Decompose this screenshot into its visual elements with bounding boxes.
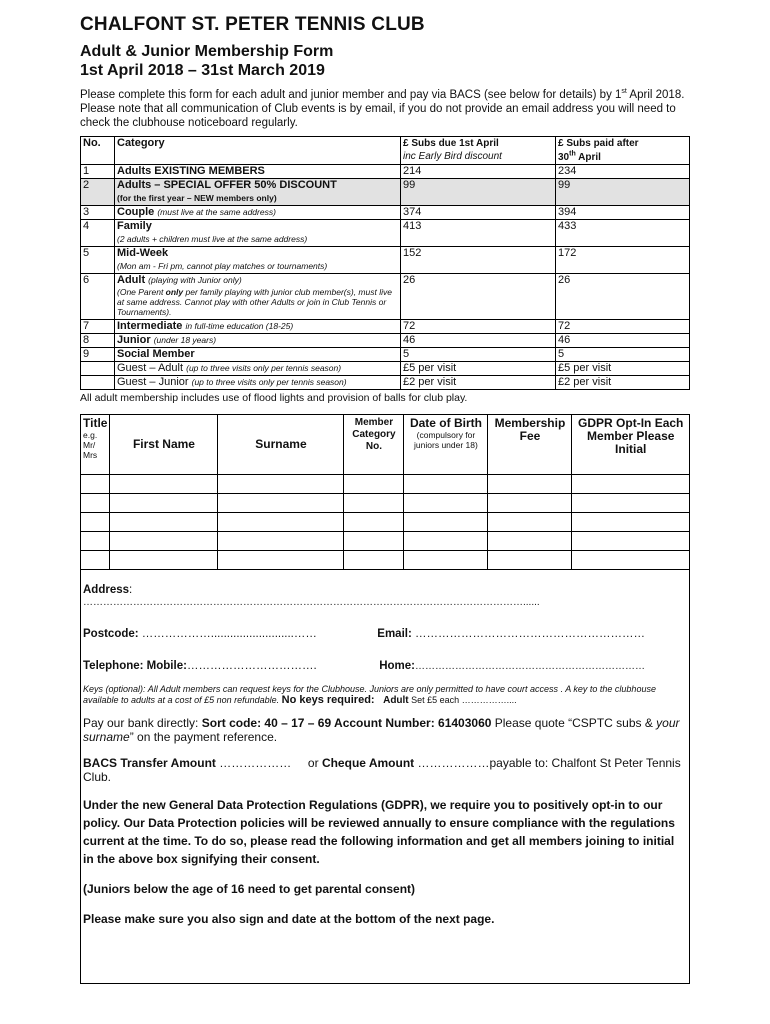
membership-form-page xyxy=(80,14,690,984)
mobile-field[interactable]: Telephone: Mobile:……………………………. xyxy=(83,660,317,673)
member-entry-row[interactable] xyxy=(81,494,690,513)
category-row-1: 1 Adults EXISTING MEMBERS 214 234 xyxy=(81,165,690,179)
first-name-header: First Name xyxy=(110,415,218,475)
col-category-header: Category xyxy=(115,136,401,164)
junior-consent-note: (Juniors below the age of 16 need to get parental consent) xyxy=(83,882,416,897)
surname-header: Surname xyxy=(218,415,344,475)
intro-text: Please complete this form for each adult and junior member and pay via BACS (see below for details) by 1st April 2018. Please note that all communication of Club events is by email, if you do not provide an email address you will need to check the clubhouse noticeboard regularly. xyxy=(80,88,685,129)
col-subs-after-header: £ Subs paid after 30th April xyxy=(556,136,690,164)
category-row-9: 9 Social Member 5 5 xyxy=(81,348,690,362)
gdpr-statement: Under the new General Data Protection Regulations (GDPR), we require you to positively opt-in to our policy. Our Data Protection policies will be reviewed annually to ensure compliance with the regulations current at the time. To do so, please read the following information and get all members joining to initial in the above box signifying their consent. xyxy=(83,798,675,867)
sign-date-reminder: Please make sure you also sign and date at the bottom of the next page. xyxy=(83,912,495,927)
bank-details: Pay our bank directly: Sort code: 40 – 17 – 69 Account Number: 61403060 Please quote “CSPTC subs & your surname” on the payment reference. xyxy=(83,716,680,745)
address-field[interactable]: Address: ……………………………………………………………………………………………………………………...... xyxy=(83,584,540,609)
category-row-8: 8 Junior (under 18 years) 46 46 xyxy=(81,334,690,348)
member-entry-row[interactable] xyxy=(81,532,690,551)
category-row-guest-junior: Guest – Junior (up to three visits only per tennis season) £2 per visit £2 per visit xyxy=(81,376,690,390)
no-keys-option[interactable]: No keys required: xyxy=(281,694,375,707)
postcode-field[interactable]: Postcode: ………………..........................…… xyxy=(83,628,317,641)
contact-payment-box xyxy=(80,570,690,984)
membership-period: 1st April 2018 – 31st March 2019 xyxy=(80,62,325,79)
member-entry-row[interactable] xyxy=(81,551,690,570)
col-subs-due-header: £ Subs due 1st April inc Early Bird discount xyxy=(401,136,556,164)
category-row-guest-adult: Guest – Adult (up to three visits only per tennis season) £5 per visit £5 per visit xyxy=(81,362,690,376)
payment-amount[interactable]: BACS Transfer Amount ……………… or Cheque Amount ………………payable to: Chalfont St Peter Tennis Club. xyxy=(83,756,681,785)
form-title: Adult & Junior Membership Form xyxy=(80,43,334,60)
category-no-header: Member Category No. xyxy=(344,415,404,475)
member-entry-row[interactable] xyxy=(81,475,690,494)
category-row-7: 7 Intermediate in full-time education (18-25) 72 72 xyxy=(81,320,690,334)
dob-header: Date of Birth (compulsory for juniors under 18) xyxy=(404,415,488,475)
member-register-table xyxy=(80,414,690,570)
keys-section: Keys (optional): All Adult members can request keys for the Clubhouse. Juniors are only permitted to have court access . A key to the clubhouse available to adults at a cost of £5 non refundable. No keys required: Adult Set £5 each …………….... xyxy=(83,684,656,707)
email-field[interactable]: Email: …………………………………………………… xyxy=(377,628,645,641)
category-row-5: 5 Mid-Week (Mon am - Fri pm, cannot play matches or tournaments) 152 172 xyxy=(81,247,690,274)
membership-footnote: All adult membership includes use of flood lights and provision of balls for club play. xyxy=(80,392,468,405)
membership-fee-header: Membership Fee xyxy=(488,415,572,475)
gdpr-optin-header: GDPR Opt-In Each Member Please Initial xyxy=(572,415,690,475)
category-row-2: 2 Adults – SPECIAL OFFER 50% DISCOUNT (for the first year – NEW members only) 99 99 xyxy=(81,179,690,206)
category-row-3: 3 Couple (must live at the same address) 374 394 xyxy=(81,206,690,220)
member-entry-row[interactable] xyxy=(81,513,690,532)
club-name: CHALFONT ST. PETER TENNIS CLUB xyxy=(80,14,425,35)
home-phone-field[interactable]: Home:…………………………………………………………… xyxy=(379,660,645,673)
category-row-6: 6 Adult (playing with Junior only) (One Parent only per family playing with junior club member(s), must live at same address. Cannot play with other Adults or join in Club Tennis or Tournaments). 26 26 xyxy=(81,274,690,320)
title-header: Title e.g. Mr/ Mrs xyxy=(81,415,110,475)
category-row-4: 4 Family (2 adults + children must live at the same address) 413 433 xyxy=(81,220,690,247)
col-no-header: No. xyxy=(81,136,115,164)
category-table xyxy=(80,136,690,390)
